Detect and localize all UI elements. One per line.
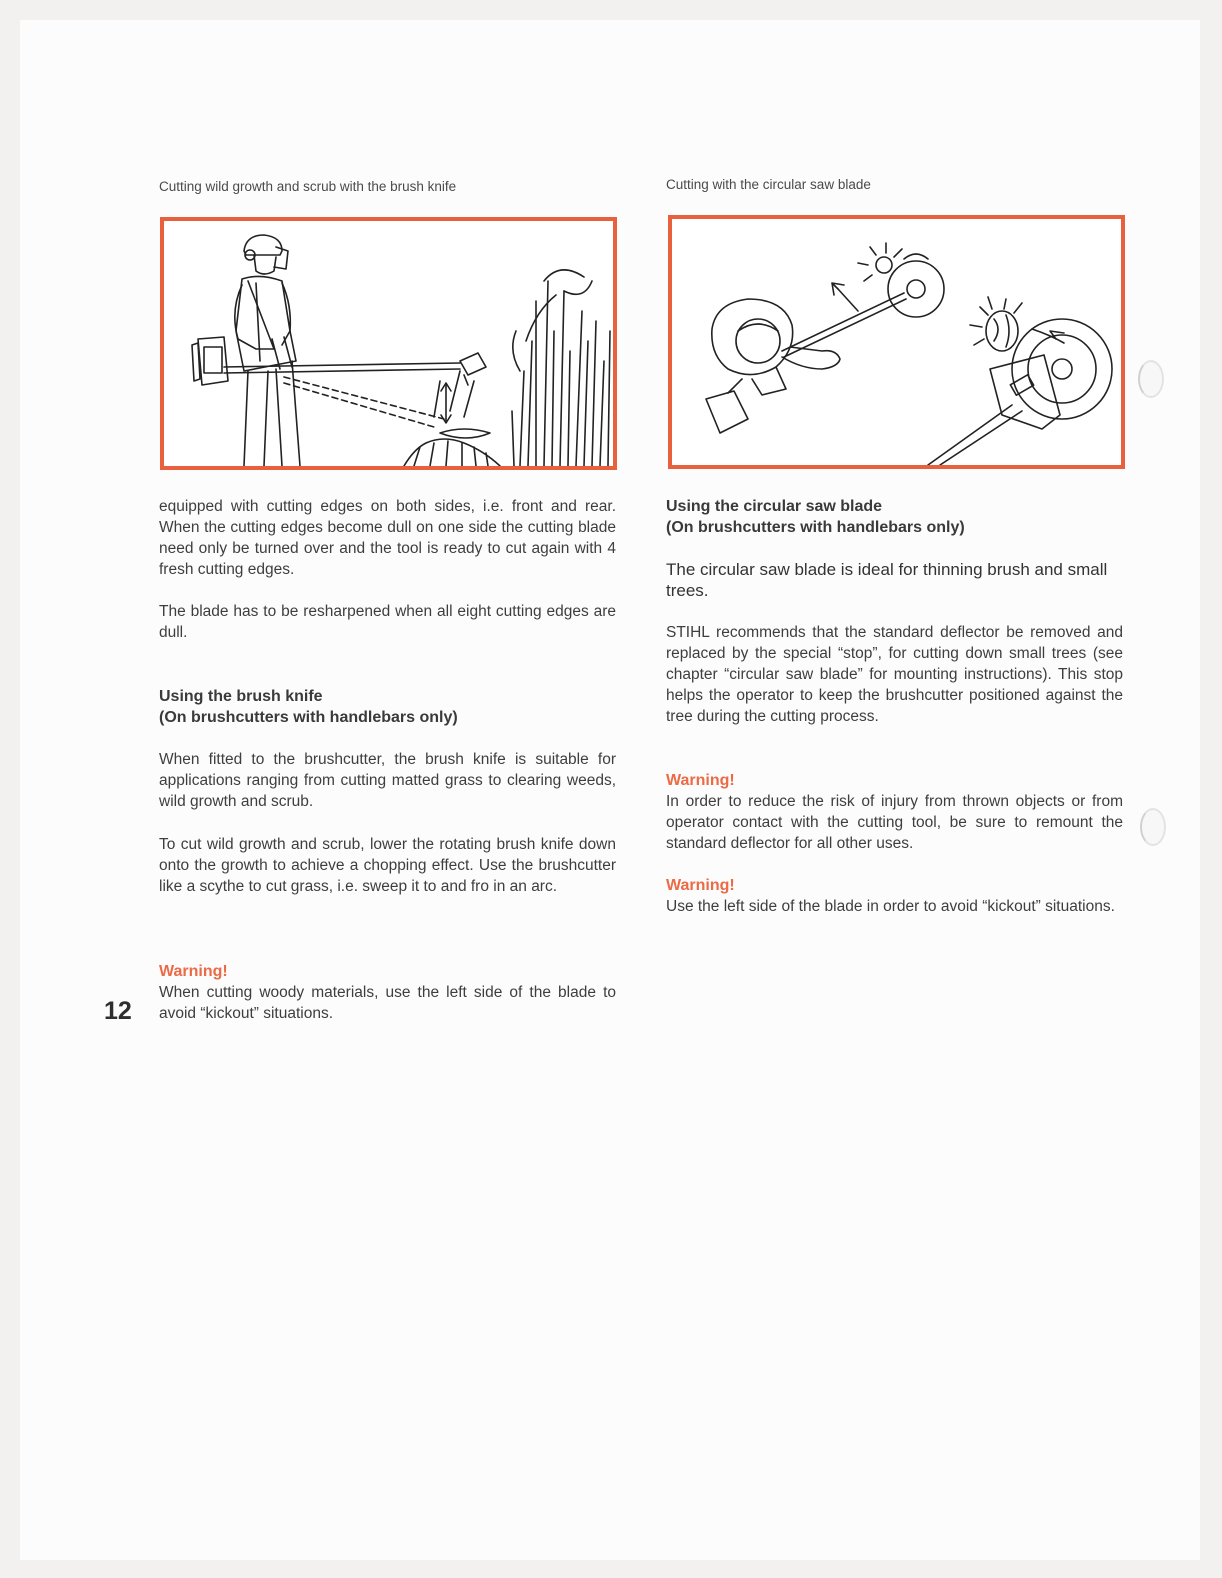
brush-knife-figure xyxy=(160,217,617,470)
left-figure-caption: Cutting wild growth and scrub with the brush knife xyxy=(159,179,457,194)
left-warning-text: When cutting woody materials, use the left side of the blade to avoid “kickout” situations. xyxy=(159,984,616,1022)
brush-knife-heading xyxy=(159,686,616,728)
left-paragraph-edges: equipped with cutting edges on both sides, i.e. front and rear. When the cutting edges become dull on one side the cutting blade need only be turned over and the tool is ready to cut again with 4 fresh cutting edges. xyxy=(159,498,616,578)
brushcutter-operator-illustration xyxy=(164,221,613,466)
circular-saw-heading xyxy=(666,496,1126,538)
binder-hole-middle xyxy=(1140,808,1166,846)
right-warning2-text: Use the left side of the blade in order to avoid “kickout” situations. xyxy=(666,898,1115,915)
right-figure-caption: Cutting with the circular saw blade xyxy=(666,177,871,192)
left-paragraph-applications: When fitted to the brushcutter, the brush knife is suitable for applications ranging from cutting matted grass to clearing weeds, wild growth and scrub. xyxy=(159,751,616,810)
brush-knife-heading-line2: (On brushcutters with handlebars only) xyxy=(159,709,458,726)
brush-knife-heading-line1: Using the brush knife xyxy=(159,688,323,705)
left-paragraph-technique: To cut wild growth and scrub, lower the rotating brush knife down onto the growth to achieve a chopping effect. Use the brushcutter like a scythe to cut grass, i.e. sweep it to and fro in an arc. xyxy=(159,836,616,895)
circular-saw-blade-illustration xyxy=(672,219,1121,465)
circular-saw-figure xyxy=(668,215,1125,469)
circular-saw-heading-line2: (On brushcutters with handlebars only) xyxy=(666,519,965,536)
right-warning1-text: In order to reduce the risk of injury from thrown objects or from operator contact with the cutting tool, be sure to remount the standard deflector for all other uses. xyxy=(666,793,1123,852)
binder-hole-top xyxy=(1138,360,1164,398)
right-lead-paragraph: The circular saw blade is ideal for thinning brush and small trees. xyxy=(666,560,1108,600)
right-warning1-title: Warning! xyxy=(666,772,735,789)
left-warning-title: Warning! xyxy=(159,963,228,980)
right-paragraph-stop: STIHL recommends that the standard deflector be removed and replaced by the special “stop”, for cutting down small trees (see chapter “circular saw blade” for mounting instructions). This stop helps the operator to keep the brushcutter positioned against the tree during the cutting process. xyxy=(666,624,1123,725)
circular-saw-heading-line1: Using the circular saw blade xyxy=(666,498,883,515)
left-paragraph-resharpen: The blade has to be resharpened when all eight cutting edges are dull. xyxy=(159,603,616,641)
page-number: 12 xyxy=(104,997,132,1025)
right-warning2-title: Warning! xyxy=(666,877,735,894)
